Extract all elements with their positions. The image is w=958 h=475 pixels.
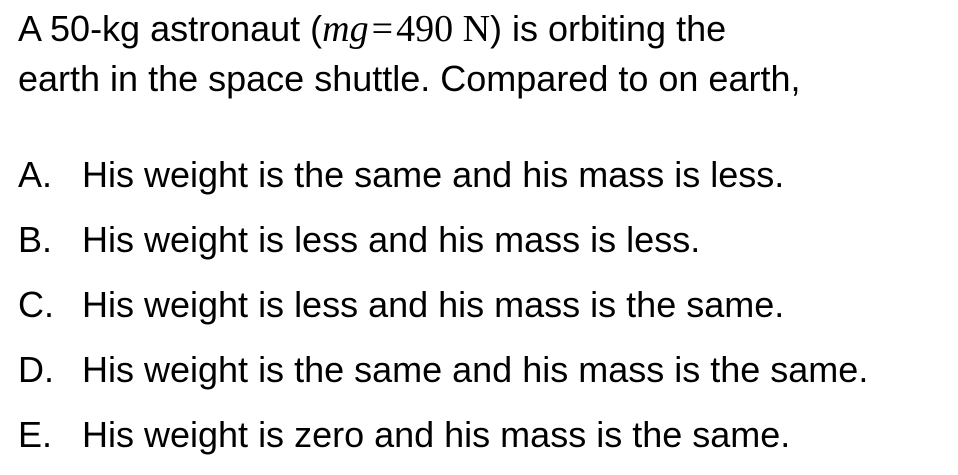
formula-equals: = <box>371 8 394 50</box>
question-suffix: ) is orbiting the <box>490 8 727 49</box>
choice-text: His weight is less and his mass is the same. <box>82 284 785 325</box>
choice-text: His weight is zero and his mass is the same. <box>82 414 791 455</box>
choice-letter: D. <box>18 349 54 390</box>
question-prefix: A 50-kg astronaut ( <box>18 8 323 49</box>
weight-formula <box>322 8 490 50</box>
question-text <box>18 4 948 103</box>
question-line-2: earth in the space shuttle. Compared to on earth, <box>18 58 801 99</box>
choice-c[interactable] <box>18 280 868 345</box>
choice-e[interactable] <box>18 410 868 475</box>
choice-b[interactable] <box>18 215 868 280</box>
choice-d[interactable] <box>18 345 868 410</box>
choice-a[interactable] <box>18 150 868 215</box>
choice-letter: E. <box>18 414 53 455</box>
answer-choices <box>18 150 868 475</box>
formula-value: 490 N <box>396 8 491 50</box>
formula-variable: mg <box>322 8 369 50</box>
choice-letter: A. <box>18 154 53 195</box>
choice-letter: C. <box>18 284 54 325</box>
choice-letter: B. <box>18 219 53 260</box>
choice-text: His weight is the same and his mass is less. <box>82 154 785 195</box>
choice-text: His weight is less and his mass is less. <box>82 219 701 260</box>
choice-text: His weight is the same and his mass is the same. <box>82 349 869 390</box>
